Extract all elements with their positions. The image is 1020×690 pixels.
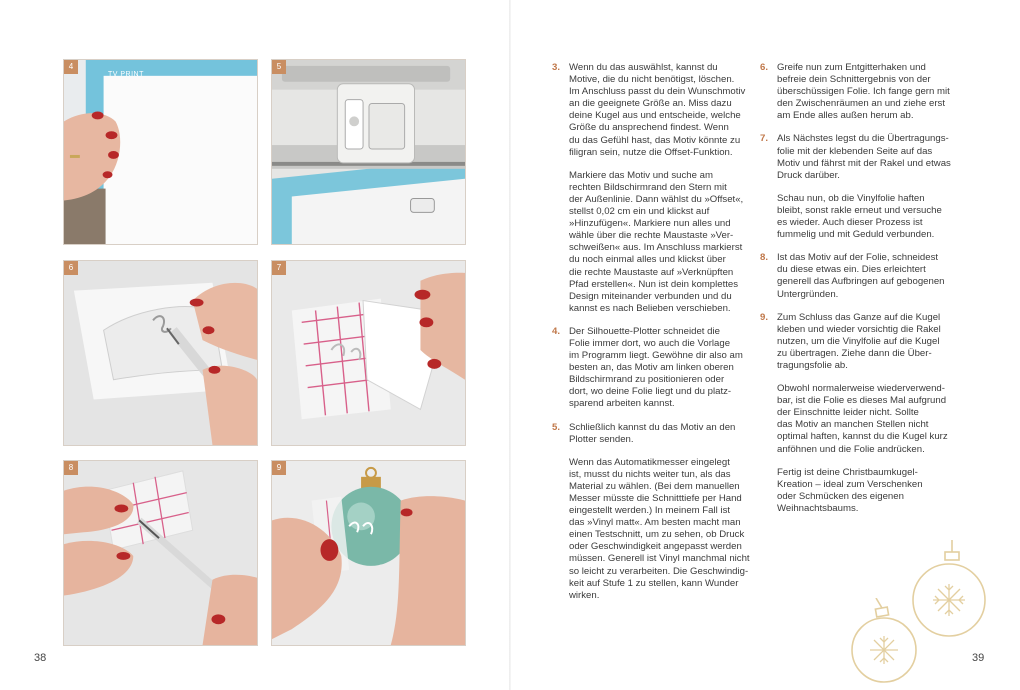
text-line: Obwohl normalerweise wiederverwend- [777, 383, 945, 395]
text-line: generell das Aufbringen auf gebogenen [777, 276, 945, 288]
photo-number-badge: 9 [272, 461, 286, 475]
text-line: am Ende alles außen herum ab. [777, 110, 914, 122]
photo-step-5 [271, 59, 466, 245]
photo-number-badge: 4 [64, 60, 78, 74]
text-line: Material zu wählen. (Bei dem manuellen [569, 480, 740, 492]
text-line: Folie immer dort, wo auch die Vorlage [569, 337, 731, 349]
photo-step-6 [63, 260, 258, 446]
photo-number-badge: 5 [272, 60, 286, 74]
text-line: Als Nächstes legst du die Übertragungs- [777, 133, 949, 145]
text-line: oder Geschwindigkeit angepasst werden [569, 541, 742, 553]
text-line: Wenn du das auswählst, kannst du [569, 62, 718, 73]
photo-step-9 [271, 460, 466, 646]
text-line: eingestellt werden.) In meinem Fall ist [569, 505, 731, 517]
paragraph [552, 170, 747, 315]
page-gutter [509, 0, 511, 690]
step-9 [760, 312, 955, 372]
text-line: nutzen, um die Vinylfolie auf die Kugel [777, 335, 940, 347]
text-line: Schließlich kannst du das Motiv an den [569, 421, 736, 433]
text-line: Greife nun zum Entgitterhaken und [777, 62, 926, 73]
left-page-number: 38 [34, 652, 47, 664]
step-4 [552, 326, 747, 411]
text-line: Plotter senden. [569, 433, 634, 445]
text-line: die rechte Maustaste auf »Verknüpften [569, 266, 734, 278]
text-line: kleben und wieder vorsichtig die Rakel [777, 323, 941, 335]
right-page-number: 39 [972, 652, 985, 664]
text-line: deine Kugel aus und entscheide, welche [569, 110, 741, 122]
step-7 [760, 133, 955, 181]
text-line: müssen. Generell ist Vinyl manchmal nicht [569, 553, 750, 565]
text-line: Bildschirmrand zu positionieren oder [569, 374, 725, 386]
text-line: wähle über die rechte Maustaste »Ver- [569, 230, 734, 242]
text-line: so leicht zu verarbeiten. Die Geschwindig- [569, 565, 749, 577]
text-line: der Außenlinie. Dann wählst du »Offset«, [569, 193, 744, 205]
text-line: Druck darüber. [777, 169, 840, 181]
text-line: keit auf Stufe 1 zu stellen, kann Wunder [569, 577, 739, 589]
photo-number-badge: 6 [64, 261, 78, 275]
paragraph [760, 193, 955, 241]
text-line: Markiere das Motiv und suche am [569, 169, 713, 181]
text-line: Pfad erstellen«. Nun ist dein komplettes [569, 278, 739, 290]
text-line: der Einschnitte leider nicht. Sollte [777, 407, 919, 419]
text-line: Motive, die du nicht benötigst, löschen. [569, 74, 735, 86]
text-line: bleibt, sonst rakle erneut und versuche [777, 204, 942, 216]
text-line: folie mit der klebenden Seite auf das [777, 145, 933, 157]
paragraph [760, 467, 955, 515]
text-line: Im Anschluss passt du dein Wunschmotiv [569, 86, 746, 98]
text-line: zu übertragen. Ziehe dann die Über- [777, 347, 932, 359]
step-number: 7. [760, 133, 769, 145]
text-line: Der Silhouette-Plotter schneidet die [569, 325, 720, 337]
text-line: stellst 0,02 cm ein und klickst auf [569, 206, 710, 218]
text-line: besten an, das Motiv am linken oberen [569, 362, 734, 374]
text-line: Weihnachtsbaums. [777, 502, 859, 514]
text-line: fummelig und mit Geduld verbunden. [777, 229, 935, 241]
photo-step-4 [63, 59, 258, 245]
step-number: 6. [760, 62, 769, 73]
text-line: das Motiv an manchen Stellen nicht [777, 419, 929, 431]
step-5 [552, 422, 747, 446]
text-line: Kreation – ideal zum Verschenken [777, 478, 923, 490]
step-6 [760, 62, 955, 122]
text-column-1 [552, 62, 750, 613]
text-line: anföhnen und die Folie andrücken. [777, 443, 925, 455]
text-line: Zum Schluss das Ganze auf die Kugel [777, 311, 941, 323]
text-line: optimal haften, kannst du die Kugel kurz [777, 431, 948, 443]
text-line: befreie dein Schnittergebnis von der [777, 74, 931, 86]
photo-step-8 [63, 460, 258, 646]
text-line: rechten Bildschirmrand den Stern mit [569, 181, 727, 193]
text-line: an die geeignete Größe an. Miss dazu [569, 98, 732, 110]
text-line: wirken. [569, 589, 600, 601]
text-line: es wieder. Auch dieser Prozess ist [777, 217, 923, 229]
text-line: überschüssigen Folie. Ich fange gern mit [777, 86, 950, 98]
text-line: kannst es nach Belieben verschieben. [569, 302, 731, 314]
text-line: Fertig ist deine Christbaumkugel- [777, 466, 918, 478]
step-number: 9. [760, 311, 769, 323]
text-line: Größe du ansprechend findest. Wenn [569, 122, 729, 134]
text-line: tragungsfolie ab. [777, 359, 848, 371]
text-line: das »Vinyl matt«. Am besten macht man [569, 517, 741, 529]
text-line: Schau nun, ob die Vinylfolie haften [777, 192, 925, 204]
text-column-2 [760, 62, 955, 526]
text-line: ist, musst du nichts weiter tun, als das [569, 468, 731, 480]
text-line: du diese etwas ein. Dies erleichtert [777, 264, 926, 276]
text-line: Motiv und fährst mit der Rakel und etwas [777, 157, 951, 169]
text-line: Messer müsste die Schnitttiefe per Hand [569, 493, 742, 504]
text-line: oder Schmücken des eigenen [777, 490, 904, 502]
text-line: im Programm liegt. Gewöhne dir also am [569, 350, 743, 362]
text-line: schweißen« aus. Im Anschluss markierst [569, 242, 743, 254]
photo-number-badge: 7 [272, 261, 286, 275]
step-number: 5. [552, 421, 561, 433]
text-line: sparend arbeiten kannst. [569, 398, 675, 410]
step-number: 4. [552, 325, 561, 337]
step-number: 8. [760, 252, 769, 264]
text-line: »Hinzufügen«. Markiere nun alles und [569, 218, 731, 230]
text-line: du das Gefühl hast, das Motiv könnte zu [569, 134, 741, 146]
text-line: Design miteinander verbunden und du [569, 290, 732, 302]
text-line: Wenn das Automatikmesser eingelegt [569, 456, 730, 468]
text-line: Ist das Motiv auf der Folie, schneidest [777, 252, 939, 264]
step-8 [760, 252, 955, 300]
text-line: bar, ist die Folie es dieses Mal aufgrund [777, 395, 947, 407]
step-number: 3. [552, 62, 561, 73]
paragraph [552, 456, 750, 602]
text-line: Untergründen. [777, 288, 839, 300]
text-line: dort, wo deine Folie liegt und du platz- [569, 386, 732, 398]
text-line: den Zwischenräumen an und ziehe erst [777, 98, 945, 110]
text-line: filigran sein, nutze die Offset-Funktion. [569, 146, 733, 158]
text-line: einen Testschnitt, um zu sehen, ob Druck [569, 529, 745, 541]
paragraph [760, 383, 955, 456]
text-line: du noch einmal alles und klickst über [569, 254, 726, 266]
step-3 [552, 62, 747, 159]
christmas-ornament-icon [846, 598, 920, 688]
photo-number-badge: 8 [64, 461, 78, 475]
mat-brand-text: TV PRINT [108, 71, 144, 78]
photo-step-7 [271, 260, 466, 446]
